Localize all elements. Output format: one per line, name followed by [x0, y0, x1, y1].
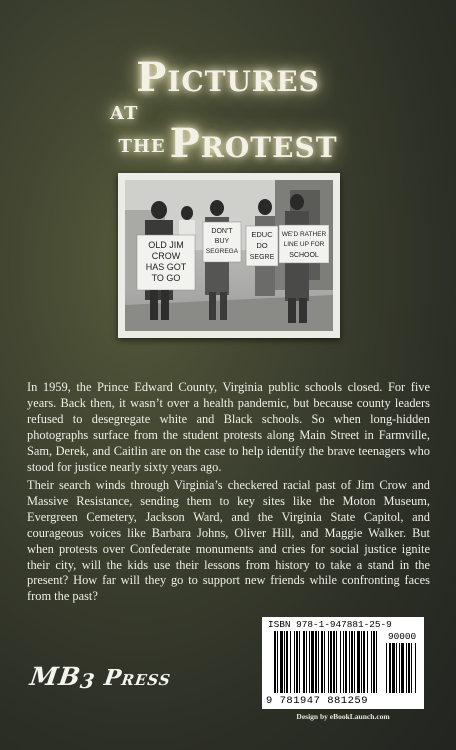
protest-photo: [125, 180, 333, 331]
title-line-3: [0, 120, 456, 167]
sign-3-line-3: SEGRE: [249, 254, 275, 261]
sign-2-line-1: DON'T: [211, 228, 233, 235]
barcode-digits: 9 781947 881259: [266, 695, 369, 707]
isbn-barcode: [262, 617, 424, 709]
protest-sign-3: [246, 226, 278, 266]
protest-photo-frame: [118, 173, 340, 338]
price-code: 90000: [388, 631, 417, 642]
sign-1-line-1: OLD JIM: [148, 240, 184, 250]
title-protest: Protest: [169, 120, 338, 167]
title-small-the: THE: [118, 136, 166, 157]
sign-1-line-4: TO GO: [151, 273, 181, 283]
sign-4-line-1: WE'D RATHER: [281, 231, 327, 238]
design-credit: Design by eBookLaunch.com: [296, 712, 390, 721]
sign-1-line-3: HAS GOT: [145, 262, 187, 272]
sign-2-line-3: SEGREGA: [205, 248, 239, 255]
protest-sign-4: [279, 225, 329, 263]
sign-1-line-2: CROW: [151, 251, 181, 261]
protest-sign-2: [203, 222, 241, 262]
publisher-logo-press: Press: [102, 665, 173, 691]
protest-photo-illustration: [125, 180, 333, 331]
description-paragraph-2: Their search winds through Virginia’s checkered racial past of Jim Crow and Massive Resistance, sending them to key sites like the Moton Museum, Evergreen Cemetery, Jackson Ward, and the Virginia State Capitol, and courageous voices like Barbara Johns, Oliver Hill, and Maggie Walker. But when protests over Confederate monuments and cries for social justice ignite their city, will the kids use their lessons from history to take a stand in the present? How far will they go to support new friends while confronting faces from the past?: [27, 478, 430, 604]
isbn-label: ISBN 978-1-947881-25-9: [268, 619, 392, 630]
sign-3-line-2: DO: [256, 241, 268, 250]
publisher-logo-mb: MB: [28, 662, 83, 691]
sign-2-line-2: BUY: [214, 238, 230, 245]
publisher-logo-3: 3: [78, 669, 97, 693]
sign-4-line-3: SCHOOL: [289, 252, 319, 259]
sign-3-line-1: EDUC: [251, 230, 273, 239]
description-paragraph-1: In 1959, the Prince Edward County, Virginia public schools closed. For five years. Back then, it wasn’t over a health pandemic, but because county leaders refused to desegregate white and Black schools. So when long-hidden photographs surface from the student protests along Main Street in Farmville, Sam, Derek, and Caitlin are on the case to help identify the brave teenagers who stood for justice nearly sixty years ago.: [27, 380, 430, 474]
title-small-at: AT: [110, 103, 139, 124]
title-line-1: Pictures: [136, 54, 320, 101]
publisher-logo: [28, 662, 174, 693]
sign-4-line-2: LINE UP FOR: [283, 241, 325, 248]
protest-sign-1: [137, 235, 195, 290]
